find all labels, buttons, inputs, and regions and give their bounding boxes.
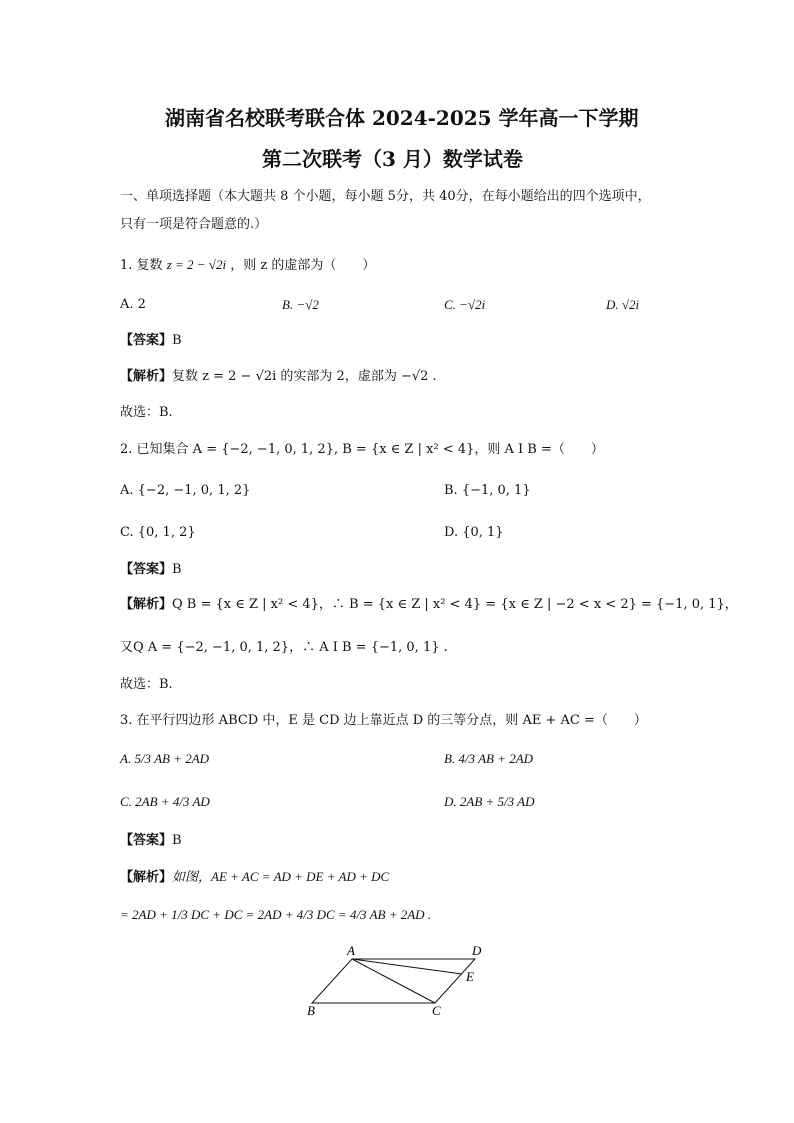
question-3-option-b: B. 4/3 AB + 2AD	[444, 751, 534, 766]
analysis-text: Q B = {x ∈ Z | x² < 4}，∴ B = {x ∈ Z | x² < 4} = {x ∈ Z | −2 < x < 2} = {−1, 0, 1}，	[172, 597, 738, 612]
segment-ae	[352, 959, 462, 974]
question-3-option-d: D. 2AB + 5/3 AD	[444, 794, 535, 809]
question-3-analysis-line1	[120, 870, 389, 884]
question-1-number: 1.	[120, 258, 133, 273]
question-3-analysis-line2: = 2AD + 1/3 DC + DC = 2AD + 4/3 DC = 4/3 AB + 2AD .	[120, 907, 432, 922]
question-1-option-a: A. 2	[120, 297, 146, 312]
section-heading-line2: 只有一项是符合题意的.）	[120, 217, 268, 232]
analysis-label: 【解析】	[120, 597, 173, 612]
question-3-text: 在平行四边形 ABCD 中，E 是 CD 边上靠近点 D 的三等分点，则 AE + AC =（ ）	[136, 713, 647, 728]
answer-value: B	[172, 833, 182, 848]
question-2-option-d: D. {0, 1}	[444, 525, 504, 540]
question-1-analysis	[120, 370, 437, 383]
analysis-label: 【解析】	[120, 870, 173, 885]
question-2-number: 2.	[120, 442, 133, 457]
question-2-stem	[120, 443, 604, 456]
point-label-c: C	[432, 1003, 441, 1018]
question-3-stem	[120, 714, 647, 727]
point-label-a: A	[347, 943, 355, 958]
question-1-option-d: D. √2i	[606, 297, 640, 312]
question-2-conclusion: 故选：B.	[120, 677, 173, 692]
exam-title-line2: 第二次联考（3 月）数学试卷	[262, 147, 523, 171]
question-2-option-b: B. {−1, 0, 1}	[444, 483, 531, 498]
analysis-text: 复数 z = 2 − √2i 的实部为 2，虚部为 −√2 .	[172, 369, 437, 384]
point-label-d: D	[472, 943, 482, 958]
question-1-suffix: ，则 z 的虚部为（ ）	[230, 258, 376, 273]
question-1-option-b: B. −√2	[282, 297, 319, 312]
answer-value: B	[172, 562, 182, 577]
question-2-analysis-line1	[120, 598, 738, 611]
question-1-prefix: 复数	[136, 258, 163, 273]
question-2-option-c: C. {0, 1, 2}	[120, 525, 196, 540]
question-3-option-c: C. 2AB + 4/3 AD	[120, 794, 210, 809]
answer-label: 【答案】	[120, 333, 173, 348]
answer-label: 【答案】	[120, 562, 173, 577]
section-heading-line1: 一、单项选择题（本大题共 8 个小题，每小题 5分，共 40分，在每小题给出的四个选项中，	[120, 189, 651, 204]
parallelogram-figure	[305, 943, 505, 1023]
question-1-option-c: C. −√2i	[444, 297, 486, 312]
question-1-stem	[120, 258, 375, 272]
question-1-conclusion: 故选：B.	[120, 405, 173, 420]
question-3-number: 3.	[120, 713, 133, 728]
diagonal-ac	[352, 959, 435, 1003]
answer-label: 【答案】	[120, 833, 173, 848]
question-2-text: 已知集合 A = {−2, −1, 0, 1, 2}, B = {x ∈ Z | x² < 4}，则 A I B =（ ）	[136, 442, 604, 457]
question-2-option-a: A. {−2, −1, 0, 1, 2}	[120, 483, 251, 498]
answer-value: B	[172, 333, 182, 348]
question-2-analysis-line2: 又Q A = {−2, −1, 0, 1, 2}，∴ A I B = {−1, 0, 1} .	[120, 640, 448, 655]
exam-title-line1: 湖南省名校联考联合体 2024-2025 学年高一下学期	[165, 106, 639, 130]
question-1-expression: z = 2 − √2i	[166, 257, 227, 272]
question-3-option-a: A. 5/3 AB + 2AD	[120, 751, 210, 766]
analysis-label: 【解析】	[120, 369, 173, 384]
point-label-e: E	[466, 969, 474, 984]
point-label-b: B	[307, 1003, 315, 1018]
question-2-answer	[120, 563, 182, 576]
analysis-text: 如图，AE + AC = AD + DE + AD + DC	[172, 869, 390, 884]
question-3-answer	[120, 834, 182, 847]
question-1-answer	[120, 334, 182, 347]
